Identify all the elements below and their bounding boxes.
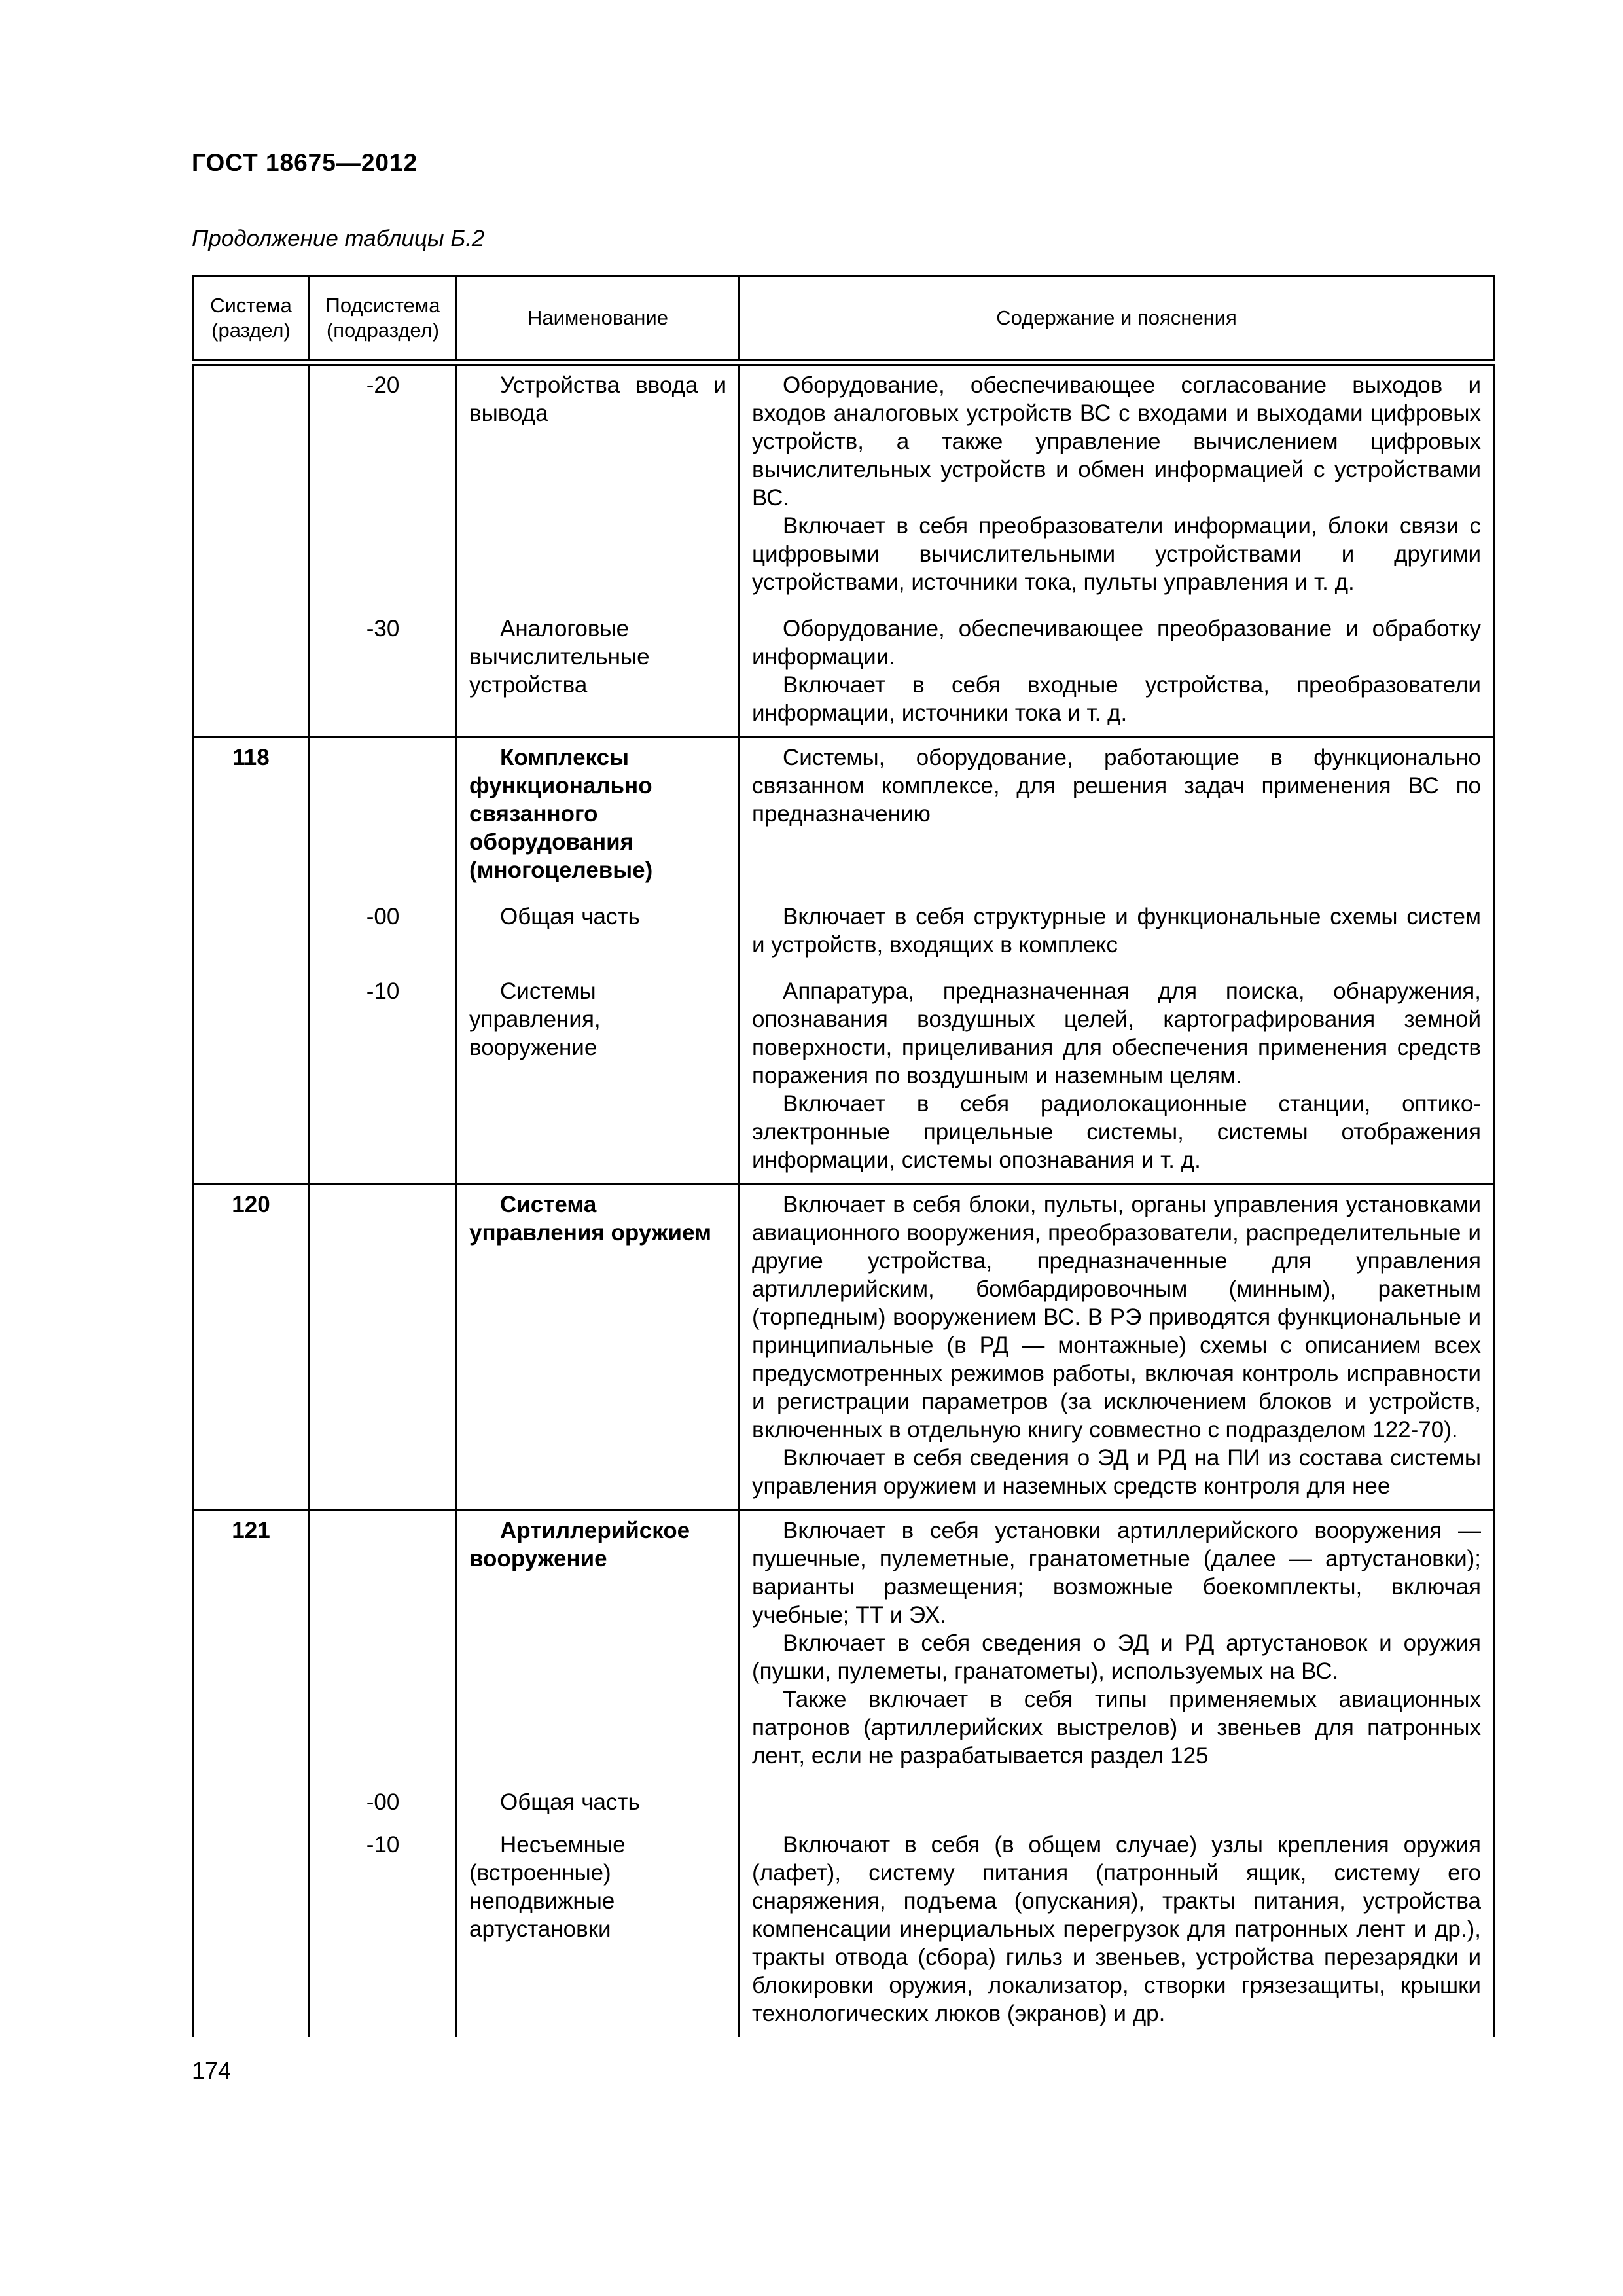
- header-name: Наименование: [457, 276, 740, 363]
- table-row: [193, 1783, 1494, 1825]
- subsystem-cell: -00: [310, 897, 457, 972]
- name-cell: [457, 1783, 740, 1825]
- system-cell: [193, 972, 310, 1185]
- subsystem-cell: [310, 1185, 457, 1511]
- system-cell: [193, 609, 310, 738]
- table-row: [193, 1185, 1494, 1511]
- name-text: Аналоговые вычислительные устройства: [469, 616, 650, 698]
- table-row: [193, 1511, 1494, 1784]
- description-cell: [740, 897, 1494, 972]
- table-row: [193, 972, 1494, 1185]
- name-text: Системы управления, вооружение: [469, 978, 601, 1060]
- header-subsystem: Подсистема (подраздел): [310, 276, 457, 363]
- name-text: Артиллерийское вооружение: [469, 1518, 690, 1571]
- description-cell: [740, 972, 1494, 1185]
- system-cell: 120: [193, 1185, 310, 1511]
- name-cell: [457, 1185, 740, 1511]
- page-number: 174: [192, 2057, 232, 2084]
- name-text: Общая часть: [500, 904, 640, 929]
- description-cell: [740, 609, 1494, 738]
- table-caption: Продолжение таблицы Б.2: [192, 226, 485, 251]
- description-cell: [740, 1825, 1494, 2037]
- table-row: [193, 897, 1494, 972]
- description-paragraph: Включает в себя радиолокационные станции, оптико-электронные прицельные системы, системы отображения информации, системы опознавания и т. д.: [752, 1091, 1481, 1173]
- name-cell: [457, 738, 740, 898]
- subsystem-cell: [310, 1511, 457, 1784]
- subsystem-cell: -10: [310, 972, 457, 1185]
- name-cell: [457, 363, 740, 609]
- system-cell: 118: [193, 738, 310, 898]
- system-cell: [193, 363, 310, 609]
- system-cell: [193, 897, 310, 972]
- name-cell: [457, 1511, 740, 1784]
- name-text: Комплексы функционально связанного оборудования (многоцелевые): [469, 745, 653, 883]
- table-row: [193, 363, 1494, 609]
- description-paragraph: Включает в себя структурные и функциональные схемы систем и устройств, входящих в комплекс: [752, 904, 1481, 958]
- subsystem-cell: -10: [310, 1825, 457, 2037]
- name-cell: [457, 897, 740, 972]
- subsystem-cell: -20: [310, 363, 457, 609]
- description-paragraph: Включает в себя установки артиллерийского вооружения — пушечные, пулеметные, гранатометные (далее — артустановки); варианты размещения; возможные боекомплекты, включая учебные; ТТ и ЭХ.: [752, 1518, 1481, 1628]
- description-paragraph: Системы, оборудование, работающие в функционально связанном комплексе, для решения задач применения ВС по предназначению: [752, 745, 1481, 827]
- description-paragraph: Включает в себя сведения о ЭД и РД артустановок и оружия (пушки, пулеметы, гранатометы), используемых на ВС.: [752, 1630, 1481, 1684]
- table-row: [193, 1825, 1494, 2037]
- description-cell: [740, 738, 1494, 898]
- description-cell: [740, 1783, 1494, 1825]
- description-cell: [740, 1185, 1494, 1511]
- system-cell: [193, 1825, 310, 2037]
- description-paragraph: Включает в себя блоки, пульты, органы управления установками авиационного вооружения, преобразователи, распределительные и другие устройства, предназначенные для управления артиллерийским, бомбардировочным (минным), ракетным (торпедным) вооружением ВС. В РЭ приводятся функциональные и принципиальные (в РД — монтажные) схемы с описанием всех предусмотренных режимов работы, включая контроль исправности и регистрации параметров (за исключением блоков и устройств, включенных в отдельную книгу совместно с подразделом 122-70).: [752, 1192, 1481, 1443]
- subsystem-cell: [310, 738, 457, 898]
- name-cell: [457, 972, 740, 1185]
- header-system: Система (раздел): [193, 276, 310, 363]
- name-text: Общая часть: [500, 1789, 640, 1815]
- name-text: Несъемные (встроенные) неподвижные артустановки: [469, 1832, 626, 1942]
- description-paragraph: Включает в себя преобразователи информации, блоки связи с цифровыми вычислительными устройствами и другими устройствами, источники тока, пульты управления и т. д.: [752, 513, 1481, 595]
- document-header: ГОСТ 18675—2012: [192, 149, 418, 176]
- name-cell: [457, 1825, 740, 2037]
- description-paragraph: Оборудование, обеспечивающее согласование выходов и входов аналоговых устройств ВС с входами и выходами цифровых устройств, а также управление вычислением цифровых вычислительных устройств и обмен информацией с устройствами ВС.: [752, 372, 1481, 511]
- description-paragraph: Аппаратура, предназначенная для поиска, обнаружения, опознавания воздушных целей, картографирования земной поверхности, прицеливания для обеспечения применения средств поражения по воздушным и наземным целям.: [752, 978, 1481, 1088]
- description-paragraph: Включает в себя сведения о ЭД и РД на ПИ из состава системы управления оружием и наземных средств контроля для нее: [752, 1445, 1481, 1499]
- description-paragraph: Включают в себя (в общем случае) узлы крепления оружия (лафет), систему питания (патронный ящик, систему его снаряжения, подъема (опускания), тракты питания, устройства компенсации инерциальных перегрузок для патронных лент и др.), тракты отвода (сбора) гильз и звеньев, устройства перезарядки и блокировки оружия, локализатор, створки грязезащиты, крышки технологических люков (экранов) и др.: [752, 1832, 1481, 2026]
- classification-table: [192, 275, 1495, 2037]
- table-row: [193, 738, 1494, 898]
- description-paragraph: Оборудование, обеспечивающее преобразование и обработку информации.: [752, 616, 1481, 670]
- system-cell: 121: [193, 1511, 310, 1784]
- description-cell: [740, 1511, 1494, 1784]
- description-paragraph: Также включает в себя типы применяемых авиационных патронов (артиллерийских выстрелов) и звеньев для патронных лент, если не разрабатывается раздел 125: [752, 1687, 1481, 1768]
- subsystem-cell: -00: [310, 1783, 457, 1825]
- name-text: Устройства ввода и вывода: [469, 372, 726, 426]
- header-description: Содержание и пояснения: [740, 276, 1494, 363]
- subsystem-cell: -30: [310, 609, 457, 738]
- table-header-row: [193, 276, 1494, 363]
- name-cell: [457, 609, 740, 738]
- description-cell: [740, 363, 1494, 609]
- description-paragraph: Включает в себя входные устройства, преобразователи информации, источники тока и т. д.: [752, 672, 1481, 726]
- name-text: Система управления оружием: [469, 1192, 711, 1246]
- table-row: [193, 609, 1494, 738]
- system-cell: [193, 1783, 310, 1825]
